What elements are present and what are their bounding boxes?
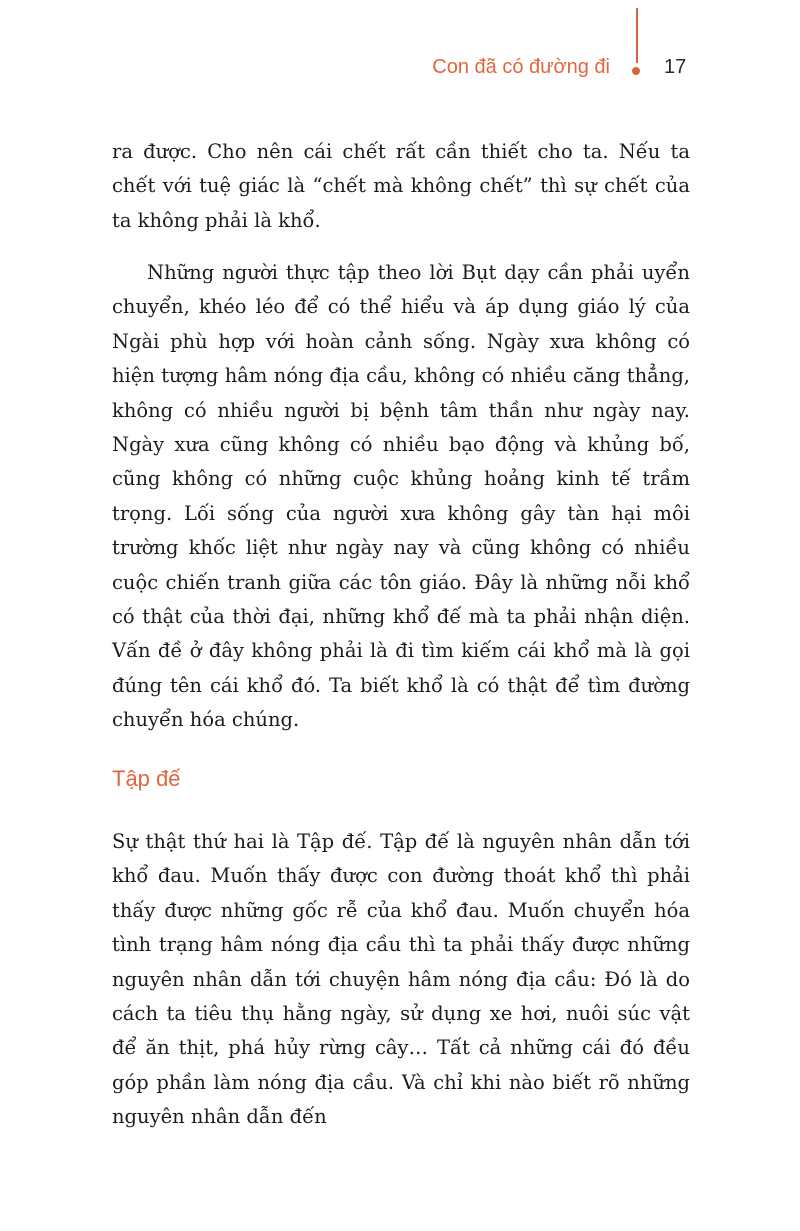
page-number: 17 <box>664 56 687 78</box>
paragraph-3: Sự thật thứ hai là Tập đế. Tập đế là nguyên nhân dẫn tới khổ đau. Muốn thấy được con đường thoát khổ thì phải thấy được những gốc rễ của khổ đau. Muốn chuyển hóa tình trạng hâm nóng địa cầu thì ta phải thấy được những nguyên nhân dẫn tới chuyện hâm nóng địa cầu: Đó là do cách ta tiêu thụ hằng ngày, sử dụng xe hơi, nuôi súc vật để ăn thịt, phá hủy rừng cây… Tất cả những cái đó đều góp phần làm nóng địa cầu. Và chỉ khi nào biết rõ những nguyên nhân dẫn đến <box>112 830 690 1129</box>
paragraph-1: ra được. Cho nên cái chết rất cần thiết cho ta. Nếu ta chết với tuệ giác là “chết mà không chết” thì sự chết của ta không phải là khổ. <box>112 140 690 232</box>
header-divider-line <box>636 8 638 63</box>
running-title: Con đã có đường đi <box>432 56 610 78</box>
section-heading: Tập đế <box>112 766 181 791</box>
header-dot-icon <box>632 67 640 75</box>
paragraph-2: Những người thực tập theo lời Bụt dạy cần phải uyển chuyển, khéo léo để có thể hiểu và áp dụng giáo lý của Ngài phù hợp với hoàn cảnh sống. Ngày xưa không có hiện tượng hâm nóng địa cầu, không có nhiều căng thẳng, không có nhiều người bị bệnh tâm thần như ngày nay. Ngày xưa cũng không có nhiều bạo động và khủng bố, cũng không có những cuộc khủng hoảng kinh tế trầm trọng. Lối sống của người xưa không gây tàn hại môi trường khốc liệt như ngày nay và cũng không có nhiều cuộc chiến tranh giữa các tôn giáo. Đây là những nỗi khổ có thật của thời đại, những khổ đế mà ta phải nhận diện. Vấn đề ở đây không phải là đi tìm kiếm cái khổ mà là gọi đúng tên cái khổ đó. Ta biết khổ là có thật để tìm đường chuyển hóa chúng. <box>112 261 690 732</box>
